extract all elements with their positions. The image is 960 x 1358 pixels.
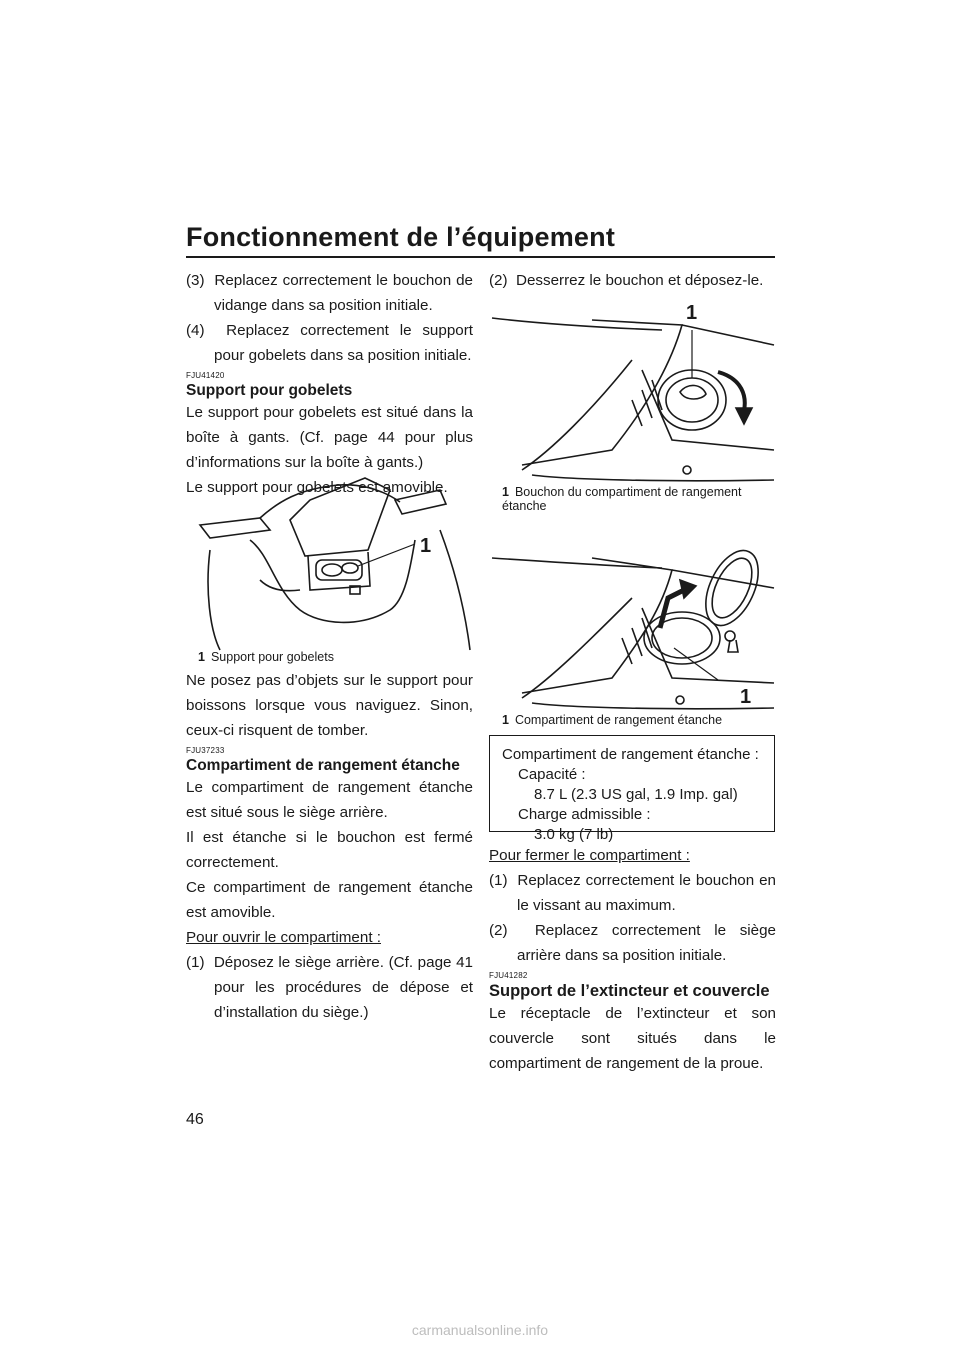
cup-holder-illustration	[190, 460, 475, 650]
watermark: carmanualsonline.info	[411, 1322, 549, 1338]
paragraph: Ne posez pas d’objets sur le support pour boissons lorsque vous naviguez. Sinon, ceux-ci risquent de tomber.	[186, 672, 473, 739]
spec-title: Compartiment de rangement étanche :	[502, 746, 759, 763]
page-title: Fonctionnement de l’équipement	[186, 222, 616, 252]
caption-number: 1	[198, 650, 205, 664]
left-column-lower	[186, 668, 473, 1025]
section-heading-waterproof-storage: Compartiment de rangement étanche	[186, 757, 460, 774]
section-heading-extinguisher: Support de l’extincteur et couvercle	[489, 982, 770, 1000]
figure-callout-number: 1	[686, 302, 698, 324]
step-3: (3) Replacez correctement le bouchon de vidange dans sa position initiale.	[186, 272, 473, 314]
spec-load-label: Charge admissible :	[518, 806, 651, 823]
section-code: FJU41420	[186, 371, 225, 380]
step-4: (4) Replacez correctement le support pour gobelets dans sa position initiale.	[186, 322, 473, 364]
title-rule	[186, 256, 775, 258]
spec-capacity-label: Capacité :	[518, 766, 586, 783]
caption-number: 1	[502, 485, 509, 499]
step-open-1: (1) Déposez le siège arrière. (Cf. page 41 pour les procédures de dépose et d’installation du siège.)	[186, 954, 473, 1021]
storage-compartment-illustration	[492, 528, 774, 708]
caption-number: 1	[502, 713, 509, 727]
callout-line	[358, 544, 415, 566]
caption-text: Compartiment de rangement étanche	[514, 713, 723, 727]
storage-cap-illustration	[492, 300, 774, 478]
spec-box	[489, 735, 775, 843]
spec-capacity-value: 8.7 L (2.3 US gal, 1.9 Imp. gal)	[534, 786, 738, 803]
paragraph: Ce compartiment de rangement étanche est amovible.	[186, 879, 473, 921]
paragraph: Le support pour gobelets est amovible.	[186, 479, 448, 496]
section-code: FJU37233	[186, 746, 225, 755]
step-close-2: (2) Replacez correctement le siège arrière dans sa position initiale.	[489, 922, 776, 964]
spec-load-value: 3.0 kg (7 lb)	[534, 826, 614, 843]
figure-callout-number: 1	[740, 686, 752, 708]
step-close-1: (1) Replacez correctement le bouchon en le vissant au maximum.	[489, 872, 776, 914]
figure-callout-number: 1	[420, 535, 432, 557]
figure-caption	[198, 650, 334, 664]
close-compartment-label: Pour fermer le compartiment :	[489, 847, 690, 864]
caption-text: Support pour gobelets	[210, 650, 334, 664]
section-heading-cup-holder: Support pour gobelets	[186, 382, 353, 399]
figure-caption	[502, 713, 772, 727]
open-compartment-label: Pour ouvrir le compartiment :	[186, 929, 381, 946]
paragraph: Il est étanche si le bouchon est fermé correctement.	[186, 829, 473, 871]
caption-text: Bouchon du compartiment de rangement étanche	[502, 485, 742, 513]
figure-caption	[502, 485, 772, 513]
right-column-top	[489, 268, 776, 293]
paragraph: Le réceptacle de l’extincteur et son couvercle sont situés dans le compartiment de rangement de la proue.	[489, 1005, 776, 1072]
paragraph: Le support pour gobelets est situé dans la boîte à gants. (Cf. page 44 pour plus d’informations sur la boîte à gants.)	[186, 404, 473, 471]
paragraph: Le compartiment de rangement étanche est situé sous le siège arrière.	[186, 779, 473, 821]
right-column-lower	[489, 843, 776, 1076]
page-number: 46	[186, 1111, 204, 1128]
step-open-2: (2) Desserrez le bouchon et déposez-le.	[489, 272, 764, 289]
section-code: FJU41282	[489, 971, 528, 980]
